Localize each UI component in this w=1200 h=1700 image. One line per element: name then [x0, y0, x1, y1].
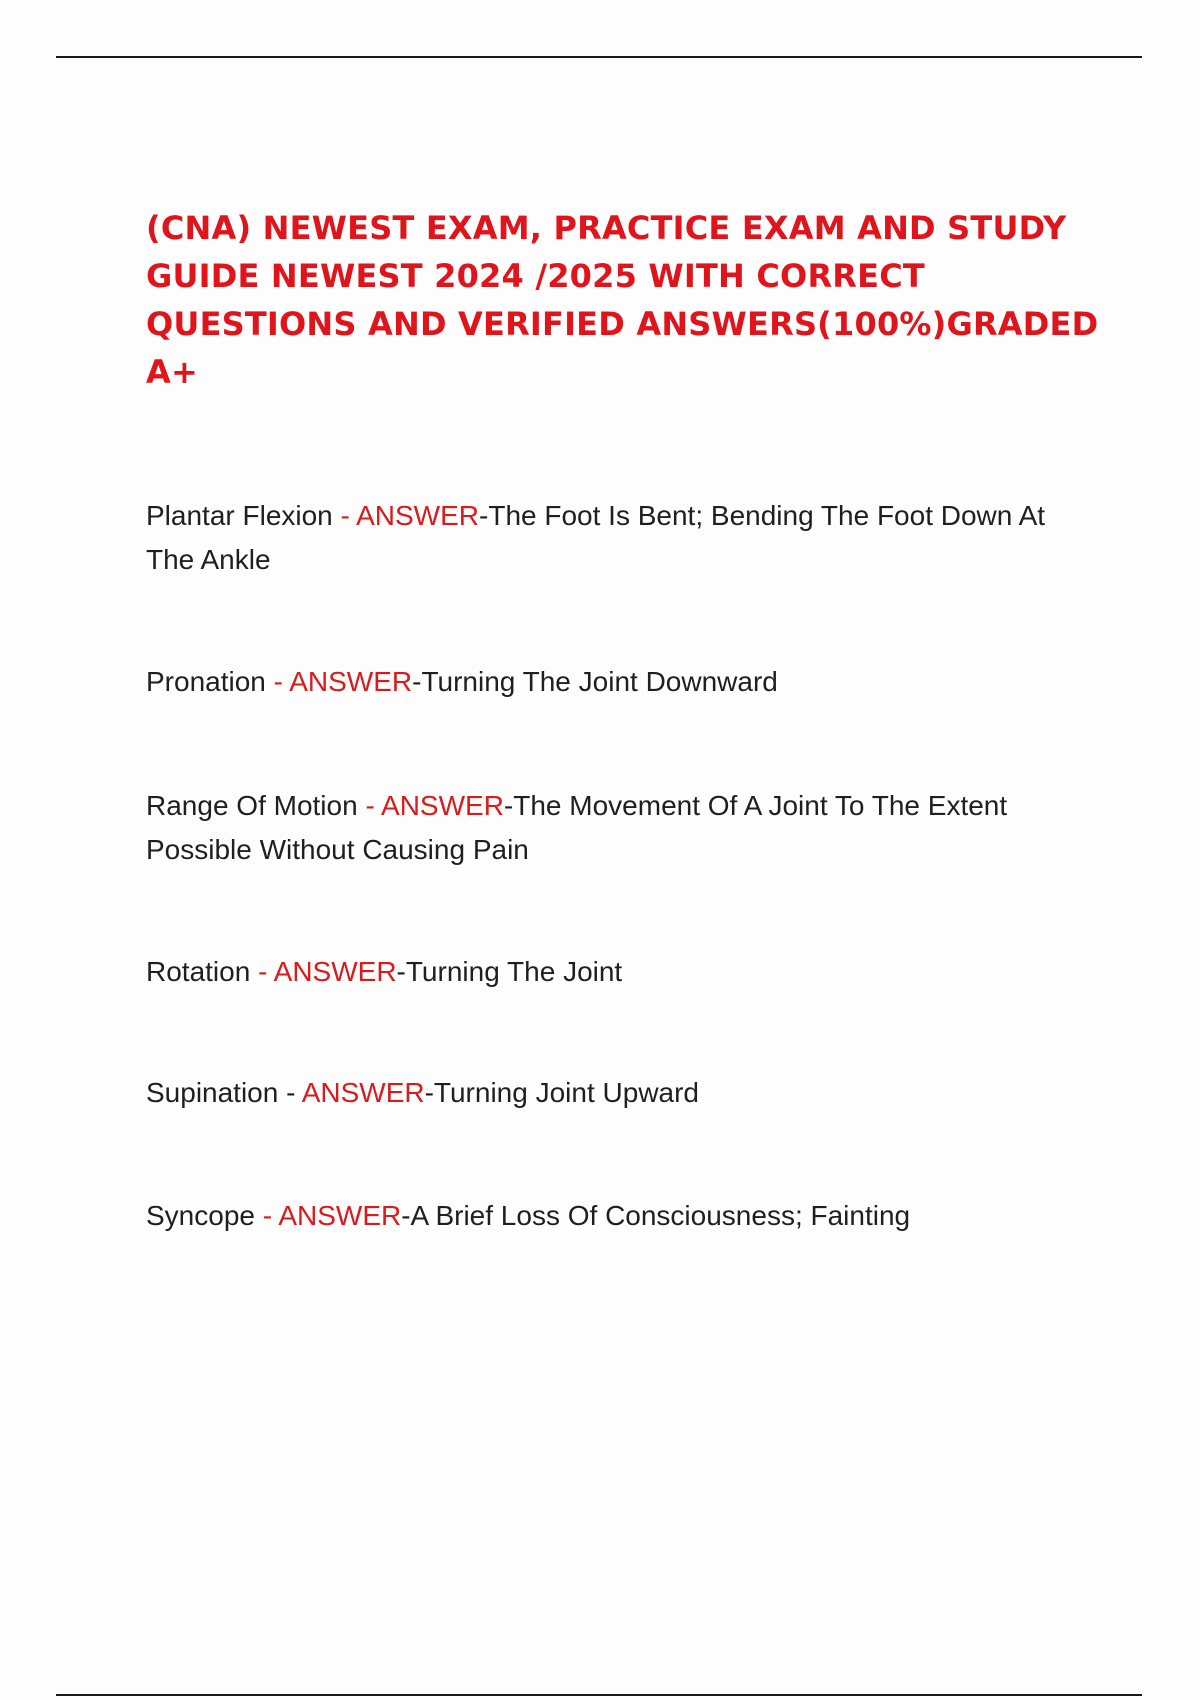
top-divider	[56, 56, 1142, 58]
qa-term: Pronation	[146, 666, 266, 697]
answer-label: ANSWER	[381, 790, 504, 821]
qa-term: Supination	[146, 1077, 279, 1108]
qa-entry-syncope	[146, 1194, 1086, 1238]
qa-definition: -The Movement Of A Joint To The Extent Possible Without Causing Pain	[146, 790, 1008, 865]
qa-entry-pronation	[146, 660, 1086, 704]
qa-separator: -	[250, 956, 274, 987]
qa-term: Syncope	[146, 1200, 255, 1231]
qa-term: Range Of Motion	[146, 790, 358, 821]
answer-label: ANSWER	[278, 1200, 402, 1231]
qa-separator: -	[332, 500, 357, 531]
answer-label: ANSWER	[356, 500, 480, 531]
qa-separator: -	[357, 790, 382, 821]
qa-separator: -	[254, 1200, 279, 1231]
qa-term: Plantar Flexion	[146, 500, 333, 531]
qa-definition: -A Brief Loss Of Consciousness; Fainting	[401, 1200, 911, 1231]
qa-entry-supination	[146, 1071, 1086, 1115]
qa-definition: -Turning Joint Upward	[424, 1077, 700, 1108]
answer-label: ANSWER	[289, 666, 413, 697]
qa-term: Rotation	[146, 956, 251, 987]
qa-definition: -Turning The Joint	[396, 956, 623, 987]
qa-separator: -	[265, 666, 290, 697]
answer-label: ANSWER	[301, 1077, 425, 1108]
qa-definition: -Turning The Joint Downward	[412, 666, 778, 697]
qa-separator: -	[278, 1077, 302, 1108]
qa-entry-range-of-motion	[146, 784, 1086, 872]
document-title: (CNA) NEWEST EXAM, PRACTICE EXAM AND STUDY GUIDE NEWEST 2024 /2025 WITH CORRECT QUESTIONS AND VERIFIED ANSWERS(100%)GRADED A+	[146, 209, 1099, 391]
qa-definition: -The Foot Is Bent; Bending The Foot Down At The Ankle	[146, 500, 1046, 575]
qa-entry-rotation	[146, 950, 1086, 994]
answer-label: ANSWER	[273, 956, 397, 987]
bottom-divider	[56, 1694, 1142, 1696]
qa-entry-plantar-flexion	[146, 494, 1086, 582]
